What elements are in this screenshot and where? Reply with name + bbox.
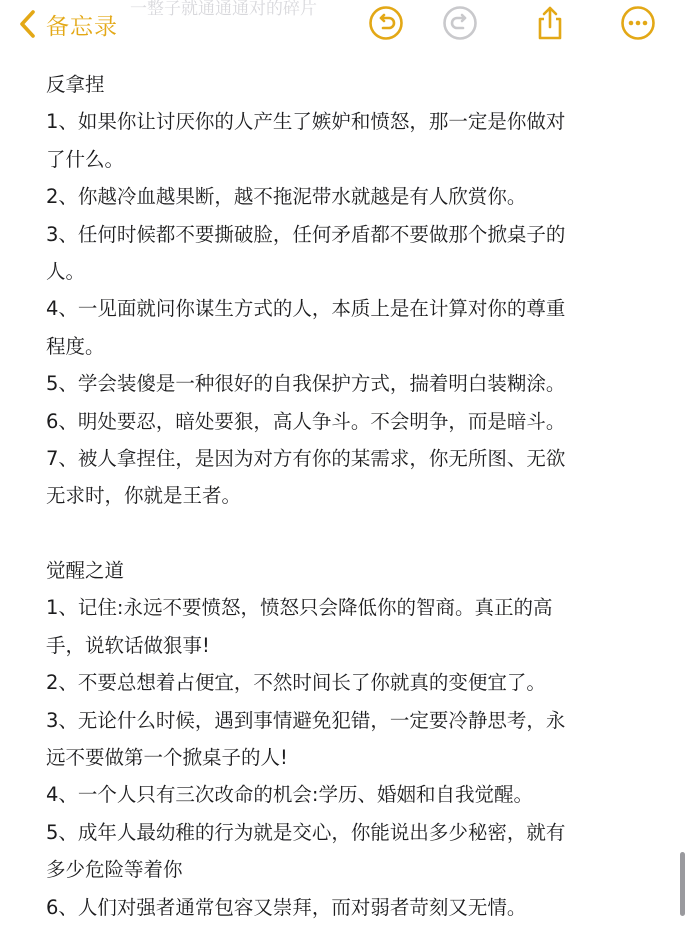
note-line: 2、不要总想着占便宜，不然时间长了你就真的变便宜了。 [46, 671, 546, 695]
note-line: 6、人们对强者通常包容又崇拜，而对弱者苛刻又无情。 [46, 895, 527, 919]
note-line: 觉醒之道 [46, 559, 125, 583]
share-icon [532, 5, 568, 41]
note-line: 程度。 [46, 334, 105, 358]
note-line: 3、任何时候都不要撕破脸，任何矛盾都不要做那个掀桌子的 [46, 222, 566, 246]
note-line: 2、你越冷血越果断，越不拖泥带水就越是有人欣赏你。 [46, 185, 527, 209]
redo-button[interactable] [440, 3, 480, 43]
note-line: 4、一见面就问你谋生方式的人，本质上是在计算对你的尊重 [46, 297, 566, 321]
note-line: 手，说软话做狠事! [46, 633, 210, 657]
faded-note-title: 一整子就通通通对的碎片 [130, 0, 317, 19]
redo-icon [442, 5, 478, 41]
back-button[interactable] [18, 4, 118, 44]
note-line: 5、学会装傻是一种很好的自我保护方式，揣着明白装糊涂。 [46, 372, 566, 396]
navigation-toolbar [0, 0, 690, 52]
undo-icon [368, 5, 404, 41]
note-body[interactable] [46, 66, 646, 926]
more-button[interactable] [618, 3, 658, 43]
note-line: 无求时，你就是王者。 [46, 484, 242, 508]
note-line: 人。 [46, 259, 86, 283]
note-line [46, 515, 646, 552]
note-line: 7、被人拿捏住，是因为对方有你的某需求，你无所图、无欲 [46, 446, 566, 470]
chevron-left-icon [18, 9, 36, 39]
share-button[interactable] [530, 3, 570, 43]
note-line: 1、如果你让讨厌你的人产生了嫉妒和愤怒，那一定是你做对 [46, 110, 566, 134]
back-label: 备忘录 [46, 13, 118, 40]
note-line: 反拿捏 [46, 73, 105, 96]
note-line: 6、明处要忍，暗处要狠，高人争斗。不会明争，而是暗斗。 [46, 409, 566, 433]
scrollbar[interactable] [680, 852, 685, 916]
note-line: 4、一个人只有三次改命的机会:学历、婚姻和自我觉醒。 [46, 783, 533, 807]
note-line: 5、成年人最幼稚的行为就是交心，你能说出多少秘密，就有 [46, 820, 566, 844]
more-icon [620, 5, 656, 41]
note-line: 1、记住:永远不要愤怒，愤怒只会降低你的智商。真正的高 [46, 596, 553, 620]
note-line: 3、无论什么时候，遇到事情避免犯错，一定要冷静思考，永 [46, 708, 566, 732]
note-line: 了什么。 [46, 147, 125, 171]
note-line: 多少危险等着你 [46, 858, 183, 882]
note-line: 远不要做第一个掀桌子的人! [46, 746, 288, 770]
undo-button[interactable] [366, 3, 406, 43]
